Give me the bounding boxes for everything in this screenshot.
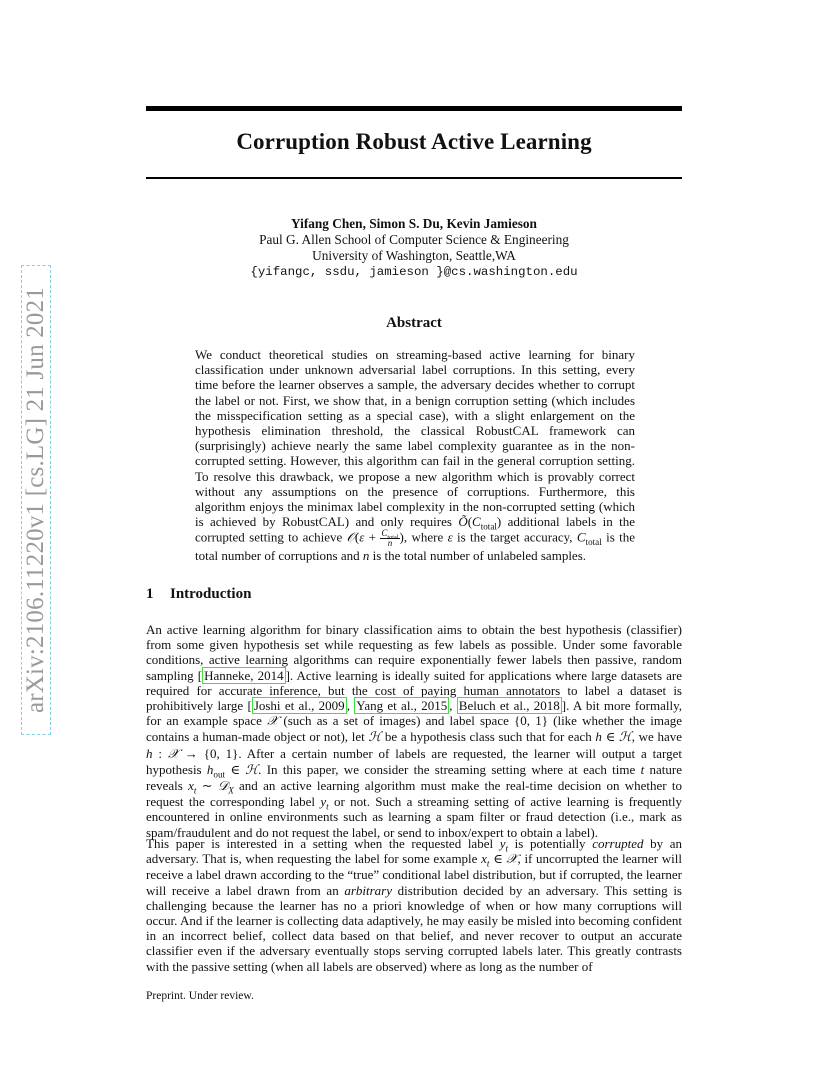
- arxiv-identifier: arXiv:2106.11220v1 [cs.LG] 21 Jun 2021: [22, 286, 49, 714]
- section-heading-introduction: [146, 586, 251, 603]
- intro-paragraph-1: An active learning algorithm for binary classification aims to obtain the best hypothesis (classifier) from some given hypothesis set while requesting as few labels as possible. Under some favorable conditions, active learning algorithms can require exponentially fewer labels then passive, random sampling [ Hanneke, 2014 ]. Active learning is ideally suited for applications where large datasets are required for accurate inference, but the cost of paying human annotators to label a dataset is prohibitively large [ Joshi et al., 2009 , Yang et al., 2015 , Beluch et al., 2018 ]. A bit more formally, for an example space 𝒳 (such as a set of images) and label space {0, 1} (like whether the image contains a human-made object or not), let ℋ be a hypothesis class such that for each h ∈ ℋ, we have h : 𝒳 → {0, 1}. After a certain number of labels are requested, the learner will output a target hypothesis $h_{out}$ ∈ ℋ. In this paper, we consider the streaming setting where at each time t nature reveals $x_t$ ∼ 𝒟$_X$ and an active learning algorithm must make the real-time decision on whether to request the corresponding label $y_t$ or not. Such a streaming setting of active learning is frequently encountered in online environments such as learning a spam filter or fraud detection (i.e., mark as spam/fraudulent and do not request the label, or send to inbox/expert to obtain a label).: [146, 622, 683, 840]
- abstract-heading: Abstract: [386, 315, 442, 331]
- paper-title: Corruption Robust Active Learning: [236, 129, 592, 154]
- citation-link[interactable]: Yang et al., 2015: [356, 698, 448, 714]
- arxiv-sidebar: [12, 265, 58, 735]
- author-names: Yifang Chen, Simon S. Du, Kevin Jamieson: [291, 216, 537, 231]
- page-footer: Preprint. Under review.: [146, 990, 254, 1002]
- author-email: {yifangc, ssdu, jamieson }@cs.washington.edu: [250, 265, 578, 279]
- section-title: Introduction: [170, 586, 252, 602]
- title-rule-bottom: [146, 177, 682, 179]
- author-affiliation: Paul G. Allen School of Computer Science & Engineering: [259, 232, 569, 247]
- section-number: 1: [146, 586, 154, 602]
- title-rule-top: [146, 106, 682, 111]
- abstract-text: We conduct theoretical studies on streaming-based active learning for binary classification under unknown adversarial label corruptions. In this setting, every time before the learner observes a sample, the adversary decides whether to corrupt the label or not. First, we show that, in a benign corruption setting (which includes the misspecification setting as a special case), with a slight enlargement on the hypothesis elimination threshold, the classical RobustCAL framework can (surprisingly) achieve nearly the same label complexity guarantee as in the non-corrupted setting. However, this algorithm can fail in the general corruption setting. To resolve this drawback, we propose a new algorithm which is provably correct without any assumptions on the presence of corruptions. Furthermore, this algorithm enjoys the minimax label complexity in the non-corrupted setting (which is achieved by RobustCAL) and only requires $Õ(C_{total})$ additional labels in the corrupted setting to achieve 𝒪(ε + $\frac{C_{total}}{n}$ ), where ε is the target accuracy, $C_{total}$ is the total number of corruptions and n is the total number of unlabeled samples.: [195, 347, 635, 564]
- citation-link[interactable]: Hanneke, 2014: [204, 667, 284, 683]
- author-university: University of Washington, Seattle,WA: [312, 248, 516, 263]
- citation-link[interactable]: Beluch et al., 2018: [458, 698, 560, 714]
- author-block: [146, 216, 682, 280]
- citation-link[interactable]: Joshi et al., 2009: [253, 698, 345, 714]
- intro-paragraph-2: This paper is interested in a setting when the requested label $y_t$ is potentially corrupted by an adversary. That is, when requesting the label for some example $x_t$ ∈ 𝒳, if uncorrupted the learner will receive a label drawn according to the “true” conditional label distribution, but if corrupted, the learner will receive a label drawn from an arbitrary distribution decided by an adversary. This setting is challenging because the learner has no a priori knowledge of when or how many corruptions will occur. And if the learner is collecting data adaptively, he may easily be misled into becoming confident in an incorrect belief, collect data based on that belief, and never recover to output an accurate classifier even if the adversary eventually stops serving corrupted labels later. This greatly contrasts with the passive setting (when all labels are observed) where as long as the number of: [146, 836, 682, 974]
